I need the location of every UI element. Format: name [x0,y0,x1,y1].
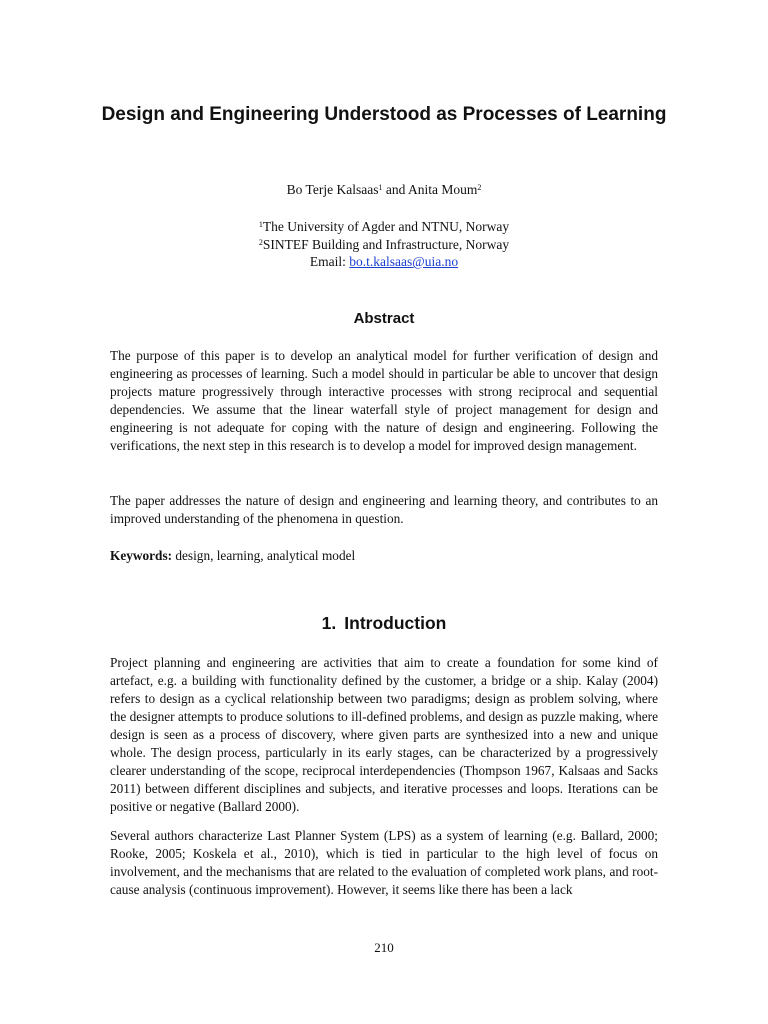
affiliation-text: The University of Agder and NTNU, Norway [262,219,510,234]
abstract-paragraph: The paper addresses the nature of design and engineering and learning theory, and contributes to an improved understanding of the phenomena in question. [110,493,658,526]
author-name: Anita Moum [407,182,478,197]
affiliation-marker: 2 [258,237,263,247]
body-paragraph: Several authors characterize Last Planner System (LPS) as a system of learning (e.g. Ballard, 2000; Rooke, 2005; Koskela et al., 2010), which is tied in particular to the high level of focus on involvement, and the mechanisms that are related to the evaluation of completed work plans, and root-cause analysis (continuous improvement). However, it seems like there has been a lack [110,828,658,897]
paper-title: Design and Engineering Understood as Processes of Learning [101,104,667,125]
affiliation-marker: 1 [258,220,263,229]
email-link[interactable]: bo.t.kalsaas@uia.no [349,254,459,269]
body-paragraph: Project planning and engineering are activities that aim to create a foundation for some kind of artefact, e.g. a building with functionality defined by the customer, a bridge or a ship. Kalay (2004) refers to design as a cyclical relationship between two paradigms; design as problem solving, where the designer attempts to produce solutions to ill-defined problems, and design as puzzle making, where design is seen as a process of discovery, where given parts are synthesized into a new and unique whole. The design process, particularly in its early stages, can be characterized by a progressively clearer understanding of the scope, reciprocal interdependencies (Thompson 1967, Kalsaas and Sacks 2011) between different disciplines and subjects, and iterative processes and loops. Iterations can be positive or negative (Ballard 2000). [110,655,658,814]
affiliation-line [0,218,768,236]
affiliation-marker: 1 [378,183,383,192]
keywords-label: Keywords: [110,548,173,563]
affiliations [0,218,768,271]
section-title: Introduction [344,613,447,633]
abstract-heading: Abstract [353,310,415,327]
section-number: 1. [321,613,337,633]
keywords-line [110,547,658,565]
keywords-text: design, learning, analytical model [172,548,356,563]
affiliation-marker: 2 [477,183,482,192]
affiliation-text: SINTEF Building and Infrastructure, Norway [262,236,510,252]
abstract-paragraph: The purpose of this paper is to develop an analytical model for further verification of design and engineering as processes of learning. Such a model should in particular be able to uncover that design projects mature progressively through interactive processes with strong reciprocal and sequential dependencies. We assume that the linear waterfall style of project management for design and engineering is not adequate for coping with the nature of design and engineering. Following the verifications, the next step in this research is to develop a model for improved design management. [110,348,658,453]
author-name: Bo Terje Kalsaas [286,182,379,197]
email-line [0,253,768,271]
email-label: Email: [309,254,350,269]
author-separator: and [382,182,408,197]
author-line [0,181,768,199]
section-heading-introduction [0,613,768,634]
page-number: 210 [374,940,394,955]
affiliation-line [0,236,768,254]
